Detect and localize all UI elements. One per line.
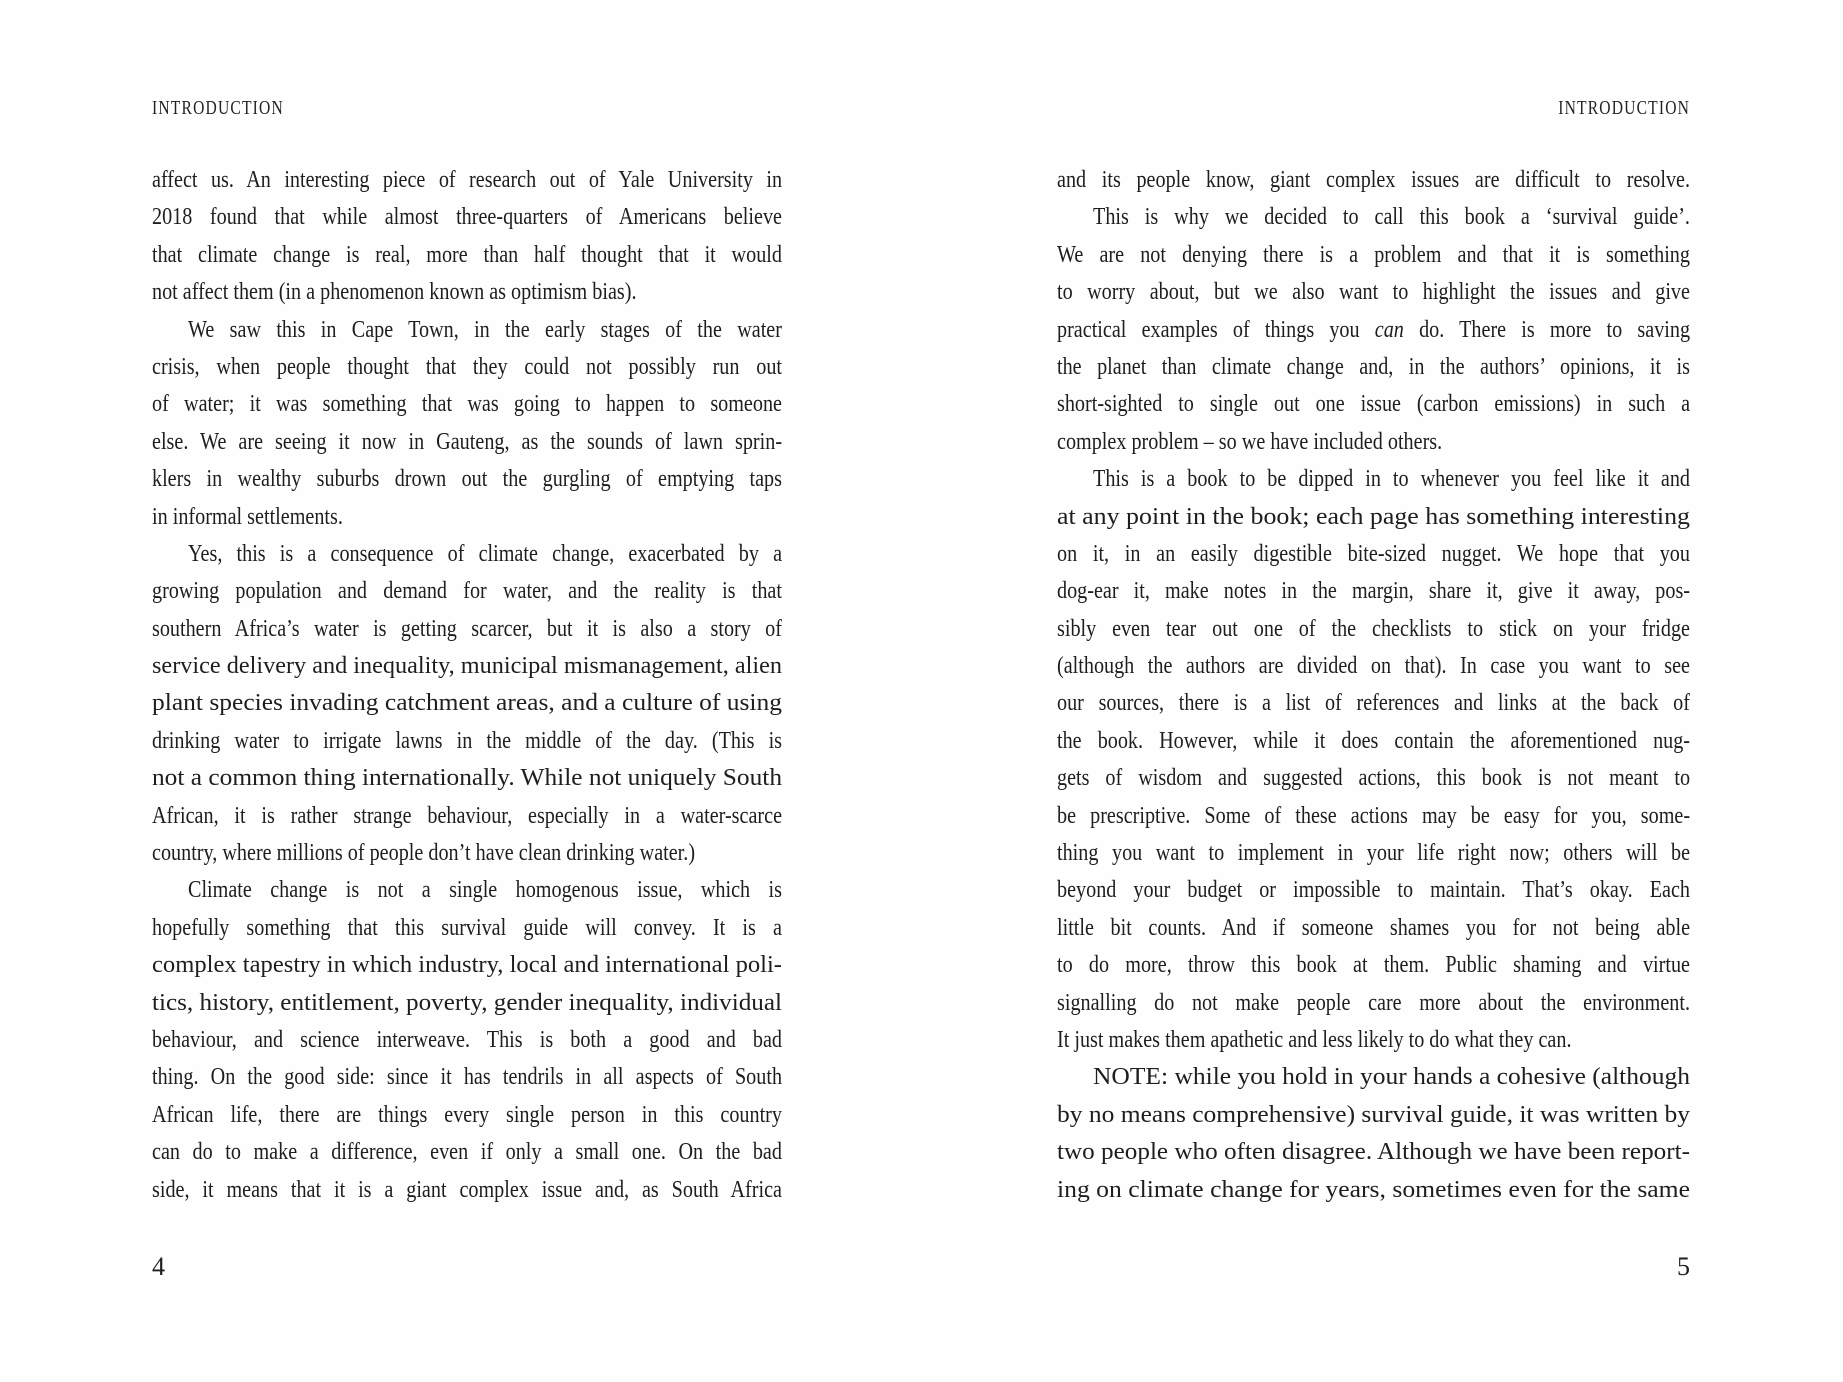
text-line: be prescriptive. Some of these actions may be easy for you, some- <box>1057 802 1691 829</box>
paragraph <box>1057 461 1690 1059</box>
text-line: growing population and demand for water, and the reality is that <box>152 578 782 605</box>
text-line: to worry about, but we also want to highlight the issues and give <box>1057 279 1690 306</box>
text-line: practical examples of things you can do. There is more to saving <box>1057 316 1691 343</box>
text-line: side, it means that it is a giant complex issue and, as South Africa <box>152 1176 782 1203</box>
text-line: the planet than climate change and, in the authors’ opinions, it is <box>1057 353 1691 380</box>
paragraph <box>1057 199 1690 461</box>
text-line: hopefully something that this survival guide will convey. It is a <box>152 914 782 941</box>
text-line: sibly even tear out one of the checklists to stick on your fridge <box>1057 615 1690 642</box>
text-line: African, it is rather strange behaviour, especially in a water-scarce <box>152 802 783 829</box>
text-line: African life, there are things every single person in this country <box>152 1101 782 1128</box>
text-line: affect us. An interesting piece of research out of Yale University in <box>152 167 783 193</box>
page-number-right: 5 <box>1677 1252 1690 1281</box>
text-line: dog-ear it, make notes in the margin, share it, give it away, pos- <box>1057 578 1691 605</box>
text-line: We are not denying there is a problem and that it is something <box>1057 241 1690 268</box>
page-left <box>152 0 782 1382</box>
text-line: (although the authors are divided on that). In case you want to see <box>1057 653 1690 680</box>
text-line: 2018 found that while almost three-quarters of Americans believe <box>152 204 782 231</box>
running-header-right <box>1057 97 1690 120</box>
paragraph <box>152 872 782 1209</box>
text-line: We saw this in Cape Town, in the early stages of the water <box>188 316 782 343</box>
text-line: service delivery and inequality, municipal mismanagement, alien <box>152 653 782 680</box>
text-line: our sources, there is a list of references and links at the back of <box>1057 690 1690 717</box>
text-line: the book. However, while it does contain the aforementioned nug- <box>1057 727 1691 754</box>
paragraph <box>1057 162 1690 199</box>
text-line: to do more, throw this book at them. Public shaming and virtue <box>1057 952 1690 979</box>
text-line: Climate change is not a single homogenous issue, which is <box>188 877 782 904</box>
running-header-left <box>152 97 782 120</box>
text-line: complex problem – so we have included others. <box>1057 428 1443 455</box>
paragraph <box>152 536 782 873</box>
text-line: ing on climate change for years, sometimes even for the same <box>1057 1176 1690 1203</box>
page-right <box>1057 0 1690 1382</box>
text-line: drinking water to irrigate lawns in the middle of the day. (This is <box>152 727 783 754</box>
text-line: not affect them (in a phenomenon known as optimism bias). <box>152 279 637 306</box>
paragraph <box>1057 1059 1690 1209</box>
text-line: that climate change is real, more than half thought that it would <box>152 241 782 268</box>
text-line: and its people know, giant complex issues are difficult to resolve. <box>1057 167 1691 193</box>
running-header-text: INTRODUCTION <box>1558 97 1690 119</box>
text-line: This is a book to be dipped in to whenever you feel like it and <box>1093 466 1691 493</box>
text-line: thing. On the good side: since it has tendrils in all aspects of South <box>152 1064 783 1091</box>
text-line: at any point in the book; each page has something interesting <box>1057 503 1690 530</box>
page-body-left <box>152 162 782 1209</box>
text-line: Yes, this is a consequence of climate change, exacerbated by a <box>188 540 783 567</box>
text-line: on it, in an easily digestible bite-sized nugget. We hope that you <box>1057 540 1690 567</box>
text-line: klers in wealthy suburbs drown out the gurgling of emptying taps <box>152 466 782 493</box>
text-line: plant species invading catchment areas, and a culture of using <box>152 690 782 717</box>
text-line: of water; it was something that was going to happen to someone <box>152 391 782 418</box>
text-line: NOTE: while you hold in your hands a cohesive (although <box>1093 1064 1690 1091</box>
text-line: two people who often disagree. Although we have been report- <box>1057 1139 1690 1166</box>
text-line: in informal settlements. <box>152 503 343 530</box>
text-line: tics, history, entitlement, poverty, gender inequality, individual <box>152 989 782 1016</box>
text-line: behaviour, and science interweave. This is both a good and bad <box>152 1026 783 1053</box>
paragraph <box>152 162 782 312</box>
text-line: country, where millions of people don’t have clean drinking water.) <box>152 840 696 867</box>
text-line: short-sighted to single out one issue (carbon emissions) in such a <box>1057 391 1691 418</box>
page-number-left: 4 <box>152 1252 165 1281</box>
text-line: complex tapestry in which industry, local and international poli- <box>152 952 782 979</box>
text-line: beyond your budget or impossible to maintain. That’s okay. Each <box>1057 877 1690 904</box>
running-header-text: INTRODUCTION <box>152 97 284 119</box>
text-line: It just makes them apathetic and less likely to do what they can. <box>1057 1026 1572 1053</box>
text-line: not a common thing internationally. While not uniquely South <box>152 765 782 792</box>
text-line: can do to make a difference, even if only a small one. On the bad <box>152 1139 782 1166</box>
text-line: This is why we decided to call this book a ‘survival guide’. <box>1093 204 1690 231</box>
text-line: southern Africa’s water is getting scarcer, but it is also a story of <box>152 615 782 642</box>
text-line: signalling do not make people care more about the environment. <box>1057 989 1691 1016</box>
text-line: thing you want to implement in your life right now; others will be <box>1057 840 1691 867</box>
text-line: gets of wisdom and suggested actions, this book is not meant to <box>1057 765 1691 792</box>
text-line: by no means comprehensive) survival guide, it was written by <box>1057 1101 1690 1128</box>
text-line: else. We are seeing it now in Gauteng, as the sounds of lawn sprin- <box>152 428 783 455</box>
paragraph <box>152 312 782 536</box>
text-line: little bit counts. And if someone shames you for not being able <box>1057 914 1691 941</box>
page-body-right <box>1057 162 1690 1209</box>
text-line: crisis, when people thought that they could not possibly run out <box>152 353 783 380</box>
